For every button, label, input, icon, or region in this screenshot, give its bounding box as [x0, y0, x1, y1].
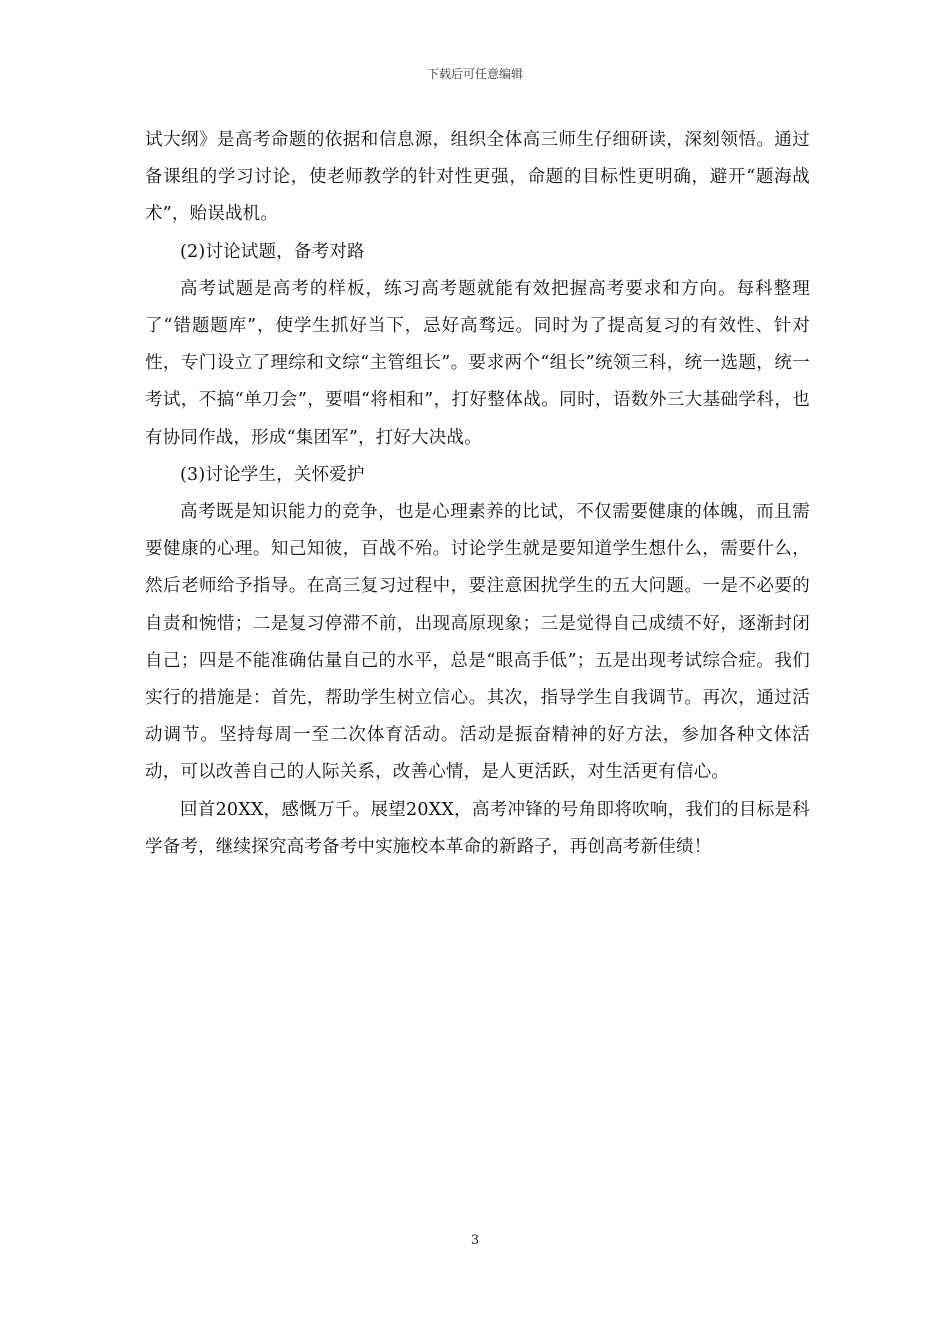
page-number: 3	[470, 1233, 480, 1248]
paragraph-continued: 试大纲》是高考命题的依据和信息源，组织全体高三师生仔细研读，深刻领悟。通过备课组的学习讨论，使老师教学的针对性更强，命题的目标性更明确，避开“题海战术”，贻误战机。	[145, 130, 810, 225]
paragraph: 高考既是知识能力的竞争，也是心理素养的比试，不仅需要健康的体魄，而且需要健康的心理。知己知彼，百战不殆。讨论学生就是要知道学生想什么，需要什么，然后老师给予指导。在高三复习过程中，要注意困扰学生的五大问题。一是不必要的自责和惋惜；二是复习停滞不前，出现高原现象；三是觉得自己成绩不好，逐渐封闭自己；四是不能准确估量自己的水平，总是“眼高手低”；五是出现考试综合症。我们实行的措施是：首先，帮助学生树立信心。其次，指导学生自我调节。再次，通过活动调节。坚持每周一至二次体育活动。活动是振奋精神的好方法，参加各种文体活动，可以改善自己的人际关系，改善心情，是人更活跃，对生活更有信心。	[145, 502, 810, 783]
section-heading-2: (2)讨论试题，备考对路	[180, 241, 365, 262]
section-heading-3: (3)讨论学生，关怀爱护	[180, 464, 365, 485]
paragraph: 高考试题是高考的样板，练习高考题就能有效把握高考要求和方向。每科整理了“错题题库”，使学生抓好当下，忌好高骛远。同时为了提高复习的有效性、针对性，专门设立了理综和文综“主管组长”。要求两个“组长”统领三科，统一选题，统一考试，不搞“单刀会”，要唱“将相和”，打好整体战。同时，语数外三大基础学科，也有协同作战，形成“集团军”，打好大决战。	[145, 278, 810, 448]
paragraph-closing: 回首20XX，感慨万千。展望20XX，高考冲锋的号角即将吹响，我们的目标是科学备考，继续探究高考备考中实施校本革命的新路子，再创高考新佳绩！	[145, 799, 810, 857]
page-header: 下载后可任意编辑	[426, 67, 523, 81]
document-body	[145, 122, 810, 866]
